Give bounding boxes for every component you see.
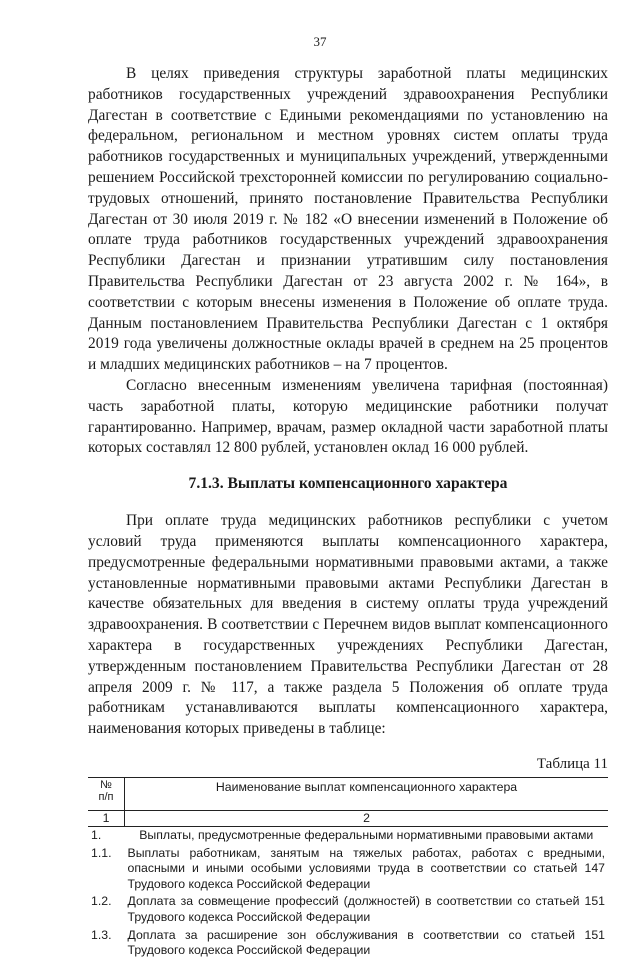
row-text: Доплата за совмещение профессий (должностей) в соответствии со статьей 151 Трудового кодекса Российской Федерации [127, 894, 605, 925]
header-name: Наименование выплат компенсационного характера [125, 777, 609, 810]
header-number-abbrev: п/п [98, 790, 114, 803]
row-text: Выплаты, предусмотренные федеральными нормативными правовыми актами [139, 828, 594, 843]
section-heading: 7.1.3. Выплаты компенсационного характера [188, 475, 508, 493]
table-row [88, 927, 608, 960]
intro-paragraph: В целях приведения структуры заработной платы медицинских работников государственных учреждений здравоохранения Республики Дагестан в соответствие с Едиными рекомендациями по установлению на федеральном, региональном и местном уровнях систем оплаты труда работников государственных и муниципальных учреждений, утвержденными решением Российской трехсторонней комиссии по регулированию социально-трудовых отношений, принято постановление Правительства Республики Дагестан от 30 июля 2019 г. № 182 «О внесении изменений в Положение об оплате труда работников государственных учреждений здравоохранения Республики Дагестан и признании утратившим силу постановления Правительства Республики Дагестан от 23 августа 2002 г. № 164», в соответствии с которым внесены изменения в Положение об оплате труда. Данным постановлением Правительства Республики Дагестан с 1 октября 2019 года увеличены должностные оклады врачей в среднем на 25 процентов и младших медицинских работников – на 7 процентов. [88, 65, 608, 374]
header-number-sign: № [100, 778, 112, 791]
column-number-2: 2 [125, 810, 609, 827]
table-row [88, 845, 608, 894]
document-body [88, 64, 608, 960]
column-number-row [88, 810, 608, 827]
row-number: 1. [91, 828, 102, 843]
table-row [88, 893, 608, 926]
row-number: 1.1. [91, 845, 112, 860]
table-caption: Таблица 11 [536, 755, 608, 772]
header-number [88, 777, 125, 810]
row-number: 1.2. [91, 894, 112, 909]
row-text: Доплата за расширение зон обслуживания в соответствии со статьей 151 Трудового кодекса Российской Федерации [127, 927, 605, 958]
compensation-paragraph: При оплате труда медицинских работников республики с учетом условий труда применяются выплаты компенсационного характера, предусмотренные федеральными нормативными правовыми актами, а также установленные нормативными правовыми актами Республики Дагестан в качестве обязательных для введения в систему оплаты труда учреждений здравоохранения. В соответствии с Перечнем видов выплат компенсационного характера в государственных учреждениях Республики Дагестан, утвержденным постановлением Правительства Республики Дагестан от 28 апреля 2009 г. № 117, а также раздела 5 Положения об оплате труда работникам устанавливаются выплаты компенсационного характера, наименования которых приведены в таблице: [88, 512, 608, 738]
changes-paragraph: Согласно внесенным изменениям увеличена тарифная (постоянная) часть заработной платы, которую медицинские работники получат гарантированно. Например, врачам, размер окладной части заработной платы которых составлял 12 800 рублей, установлен оклад 16 000 рублей. [88, 376, 608, 457]
column-number-1: 1 [88, 810, 125, 827]
table-header-row [88, 777, 608, 810]
table-row [88, 827, 608, 845]
row-text: Выплаты работникам, занятым на тяжелых работах, работах с вредными, опасными и иными особыми условиями труда в соответствии со статьей 147 Трудового кодекса Российской Федерации [127, 845, 605, 891]
row-number: 1.3. [91, 927, 112, 942]
compensation-table [88, 777, 608, 960]
page-number: 37 [313, 34, 327, 49]
